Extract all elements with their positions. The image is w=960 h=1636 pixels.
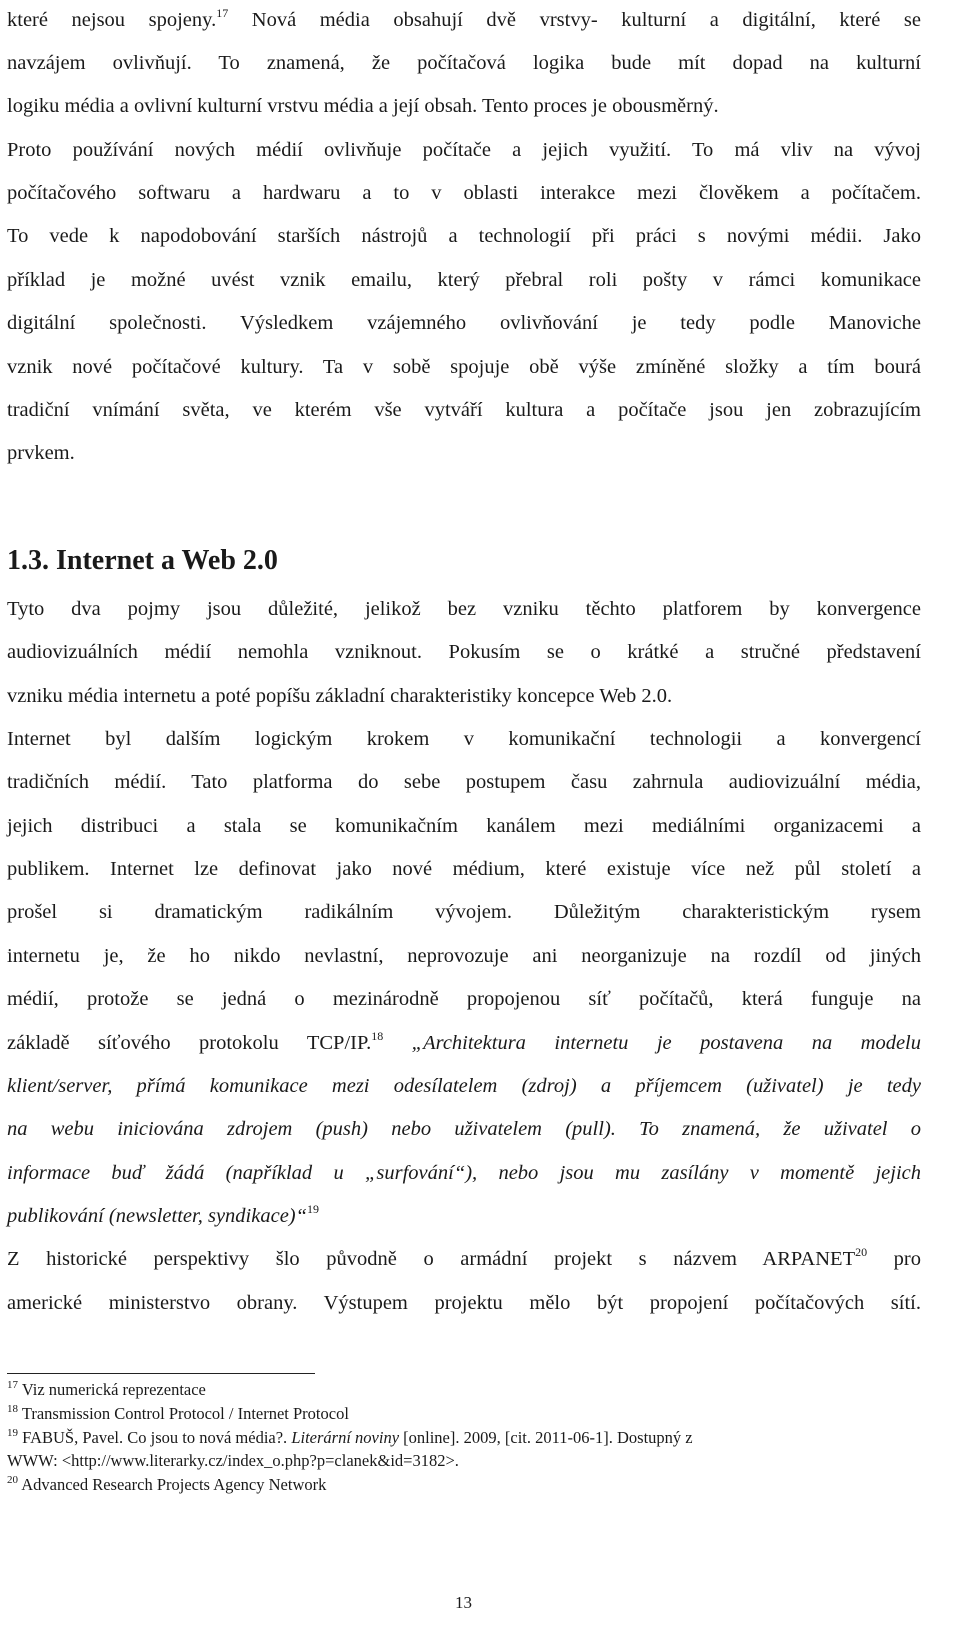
footnote-text: Viz numerická reprezentace: [18, 1380, 206, 1399]
text-line: prvkem.: [7, 442, 75, 464]
text-line: jejich distribuci a stala se komunikačním kanálem mezi mediálními organizacemi a: [7, 815, 921, 837]
text-line: [7, 1247, 921, 1271]
quote-italic: na webu iniciována zdrojem (push) nebo uživatelem (pull). To znamená, že uživatel o: [7, 1118, 921, 1140]
footnote-20: [7, 1475, 921, 1495]
footnote-ref-19: 19: [307, 1202, 320, 1216]
quote-italic: publikování (newsletter, syndikace)“: [7, 1205, 308, 1227]
text-span: Nová média obsahují dvě vrstvy- kulturní a digitální, které se: [228, 9, 922, 31]
text-line: digitální společnosti. Výsledkem vzájemného ovlivňování je tedy podle Manoviche: [7, 312, 921, 334]
text-line: [7, 1031, 921, 1055]
text-line: [7, 1204, 921, 1228]
text-line: To vede k napodobování starších nástrojů a technologií při práci s novými médii. Jako: [7, 225, 921, 247]
text-line: prošel si dramatickým radikálním vývojem. Důležitým charakteristickým rysem: [7, 901, 921, 923]
text-line: publikem. Internet lze definovat jako nové médium, které existuje více než půl století a: [7, 858, 921, 880]
footnote-number: 18: [7, 1403, 18, 1415]
footnote-number: 20: [7, 1474, 18, 1486]
text-line: vzniku média internetu a poté popíšu základní charakteristiky koncepce Web 2.0.: [7, 685, 673, 707]
quote-italic: „Architektura internetu je postavena na modelu: [383, 1032, 921, 1054]
text-line: Tyto dva pojmy jsou důležité, jelikož bez vzniku těchto platforem by konvergence: [7, 598, 921, 620]
footnote-17: [7, 1380, 921, 1400]
text-line: Proto používání nových médií ovlivňuje počítače a jejich využití. To má vliv na vývoj: [7, 139, 921, 161]
text-span: Z historické perspektivy šlo původně o armádní projekt s názvem ARPANET: [7, 1248, 856, 1270]
text-line: [7, 1161, 921, 1185]
footnote-separator: [7, 1373, 315, 1374]
footnote-text: [online]. 2009, [cit. 2011-06-1]. Dostupný z: [399, 1428, 693, 1447]
text-span: základě síťového protokolu TCP/IP.: [7, 1032, 372, 1054]
text-line: tradiční vnímání světa, ve kterém vše vytváří kultura a počítače jsou jen zobrazujícím: [7, 399, 921, 421]
text-line: audiovizuálních médií nemohla vzniknout. Pokusím se o krátké a stručné představení: [7, 641, 921, 663]
text-line: navzájem ovlivňují. To znamená, že počítačová logika bude mít dopad na kulturní: [7, 52, 921, 74]
text-line: tradičních médií. Tato platforma do sebe postupem času zahrnula audiovizuální média,: [7, 771, 921, 793]
footnote-ref-20: 20: [855, 1245, 868, 1259]
text-line: americké ministerstvo obrany. Výstupem projektu mělo být propojení počítačových sítí.: [7, 1292, 921, 1314]
footnote-text: Transmission Control Protocol / Internet Protocol: [18, 1404, 349, 1423]
text-span: pro: [867, 1248, 922, 1270]
text-line: [7, 1074, 921, 1098]
text-line: vznik nové počítačové kultury. Ta v sobě spojuje obě výše zmíněné složky a tím bourá: [7, 356, 921, 378]
text-line: médií, protože se jedná o mezinárodně propojenou síť počítačů, která funguje na: [7, 988, 921, 1010]
text-line: [7, 8, 921, 32]
footnote-19-url: WWW: <http://www.literarky.cz/index_o.php?p=clanek&id=3182>.: [7, 1451, 459, 1470]
footnote-text: FABUŠ, Pavel. Co jsou to nová média?.: [18, 1428, 292, 1447]
footnote-18: [7, 1404, 921, 1424]
text-line: logiku média a ovlivní kulturní vrstvu média a její obsah. Tento proces je obousměrný.: [7, 95, 719, 117]
text-span: které nejsou spojeny.: [7, 9, 217, 31]
text-line: počítačového softwaru a hardwaru a to v oblasti interakce mezi člověkem a počítačem.: [7, 182, 921, 204]
footnote-ref-17: 17: [216, 6, 229, 20]
quote-italic: klient/server, přímá komunikace mezi odesílatelem (zdroj) a příjemcem (uživatel) je tedy: [7, 1075, 921, 1097]
page-number: 13: [455, 1593, 472, 1612]
text-line: [7, 1117, 921, 1141]
text-line: internetu je, že ho nikdo nevlastní, neprovozuje ani neorganizuje na rozdíl od jiných: [7, 945, 921, 967]
section-heading: 1.3. Internet a Web 2.0: [7, 545, 278, 576]
footnote-number: 17: [7, 1379, 18, 1391]
text-line: Internet byl dalším logickým krokem v komunikační technologii a konvergencí: [7, 728, 921, 750]
footnote-ref-18: 18: [371, 1029, 384, 1043]
footnote-number: 19: [7, 1427, 18, 1439]
footnote-text: Advanced Research Projects Agency Network: [18, 1475, 327, 1494]
quote-italic: informace buď žádá (například u „surfování“), nebo jsou mu zasílány v momentě jejich: [7, 1162, 921, 1184]
footnote-19: [7, 1428, 921, 1448]
footnote-italic-title: Literární noviny: [291, 1428, 400, 1447]
text-line: příklad je možné uvést vznik emailu, který přebral roli pošty v rámci komunikace: [7, 269, 921, 291]
